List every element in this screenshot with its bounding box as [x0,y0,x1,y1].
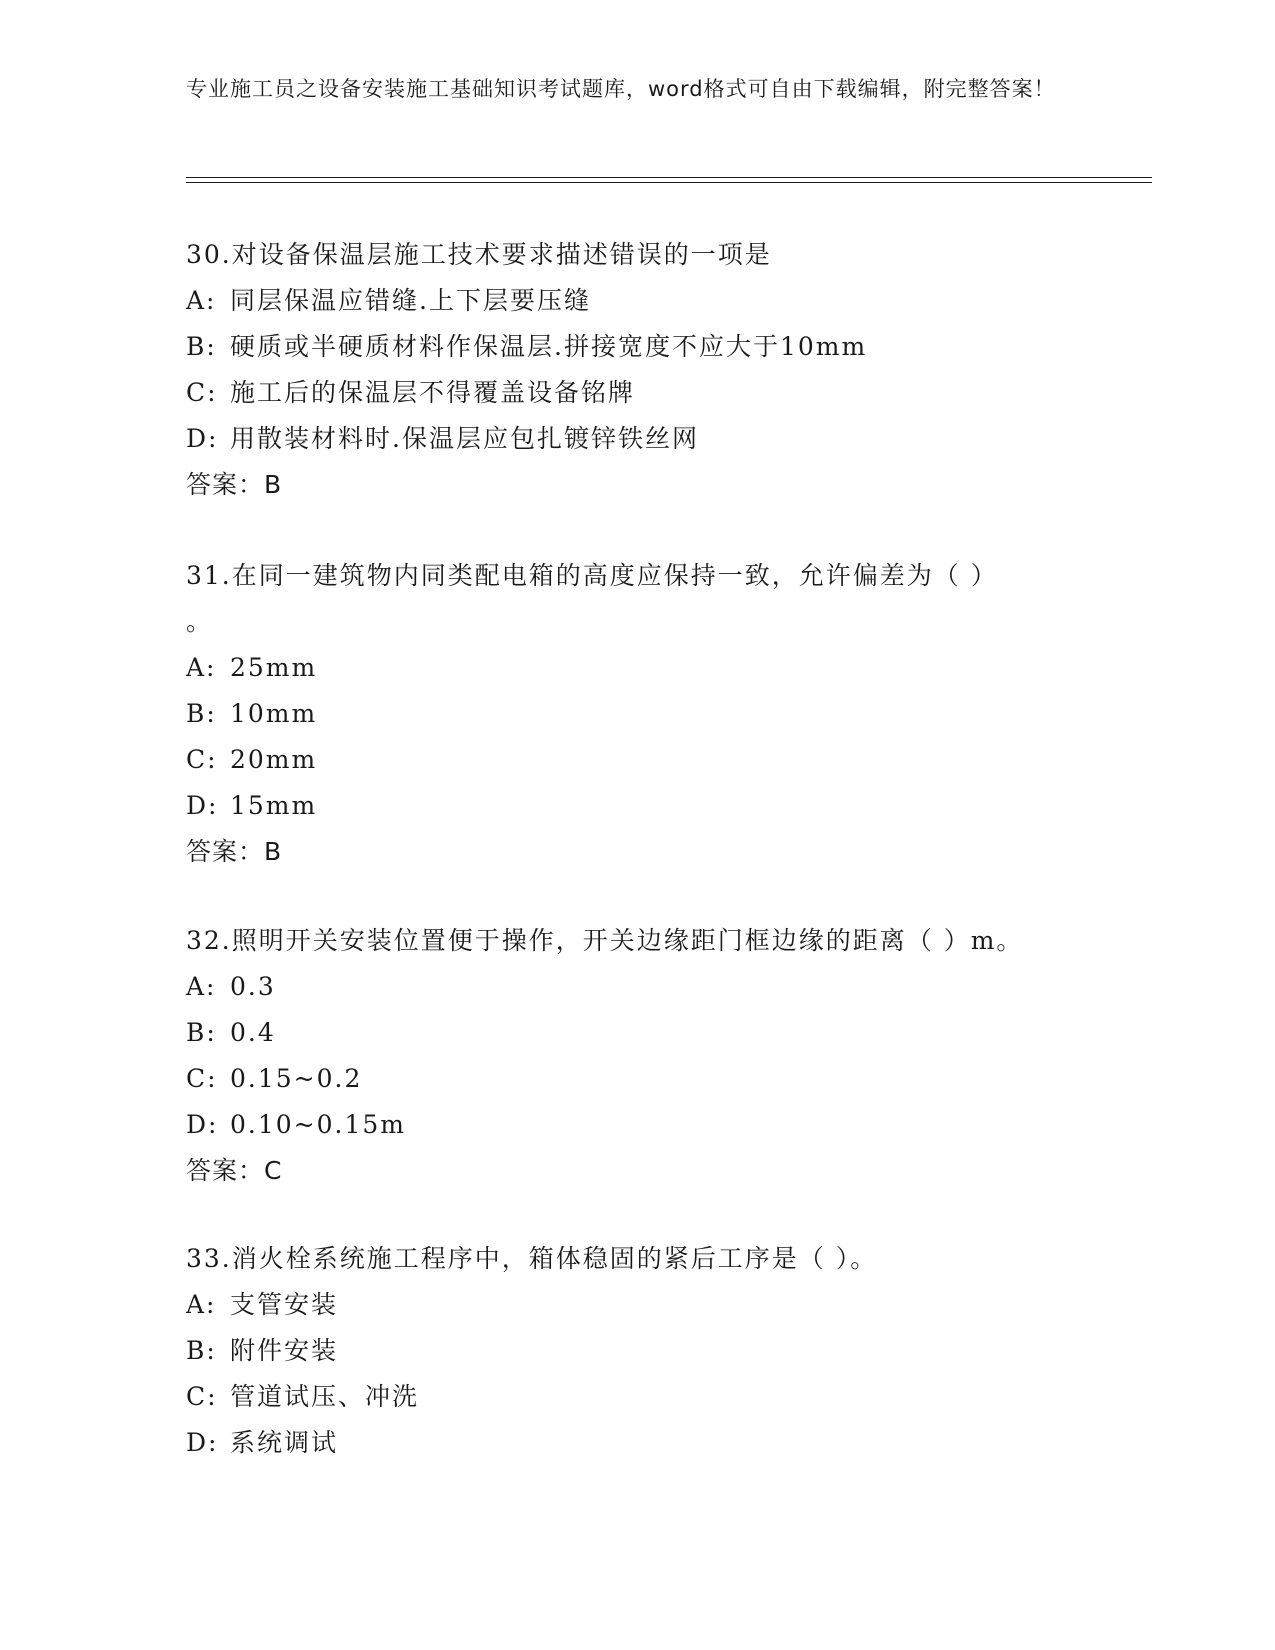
option-a [186,645,1086,691]
option-a [186,278,1086,324]
option-b [186,1010,1086,1056]
option-text: 同层保温应错缝.上下层要压缝 [230,286,591,315]
option-text: 25mm [230,653,318,682]
option-letter: B: [186,699,217,728]
option-letter: C: [186,1382,218,1411]
question-stem: 31.在同一建筑物内同类配电箱的高度应保持一致，允许偏差为（ ） [186,561,998,590]
option-text: 0.15~0.2 [230,1064,363,1093]
option-letter: A: [186,653,217,682]
option-d [186,416,1086,462]
answer-line: 答案：C [186,1156,283,1185]
option-letter: D: [186,791,219,820]
option-letter: C: [186,378,218,407]
option-a [186,1282,1086,1328]
option-d [186,783,1086,829]
option-letter: D: [186,424,219,453]
option-text: 硬质或半硬质材料作保温层.拼接宽度不应大于10mm [230,332,868,361]
option-letter: B: [186,332,217,361]
question-stem: 32.照明开关安装位置便于操作，开关边缘距门框边缘的距离（ ）m。 [186,926,1024,955]
answer-line: 答案：B [186,470,283,499]
option-letter: D: [186,1110,219,1139]
question-32 [186,918,1086,1194]
option-a [186,964,1086,1010]
option-text: 附件安装 [230,1336,339,1365]
header-divider-top [186,177,1152,178]
option-letter: A: [186,286,217,315]
option-c [186,370,1086,416]
option-c [186,737,1086,783]
option-letter: C: [186,745,218,774]
option-b [186,1328,1086,1374]
option-letter: C: [186,1064,218,1093]
answer-line: 答案：B [186,837,283,866]
option-letter: D: [186,1428,219,1457]
option-c [186,1374,1086,1420]
option-text: 施工后的保温层不得覆盖设备铭牌 [230,378,636,407]
option-b [186,691,1086,737]
option-letter: B: [186,1336,217,1365]
question-30 [186,232,1086,508]
option-text: 0.4 [230,1018,276,1047]
option-text: 0.10~0.15m [230,1110,406,1139]
question-31 [186,553,1086,875]
document-header: 专业施工员之设备安装施工基础知识考试题库，word格式可自由下载编辑，附完整答案！ [186,77,1056,101]
option-text: 支管安装 [230,1290,339,1319]
option-letter: B: [186,1018,217,1047]
option-c [186,1056,1086,1102]
option-d [186,1102,1086,1148]
header-divider-bottom [186,182,1152,183]
option-text: 系统调试 [230,1428,339,1457]
option-text: 用散装材料时.保温层应包扎镀锌铁丝网 [230,424,699,453]
question-stem: 33.消火栓系统施工程序中，箱体稳固的紧后工序是（ ）。 [186,1244,878,1273]
option-letter: A: [186,1290,217,1319]
option-text: 管道试压、冲洗 [230,1382,420,1411]
option-text: 10mm [230,699,318,728]
option-b [186,324,1086,370]
option-letter: A: [186,972,217,1001]
option-text: 20mm [230,745,318,774]
question-stem: 30.对设备保温层施工技术要求描述错误的一项是 [186,240,772,269]
question-stem-tail: 。 [186,607,212,636]
question-33 [186,1236,1086,1466]
option-d [186,1420,1086,1466]
option-text: 15mm [230,791,318,820]
option-text: 0.3 [230,972,276,1001]
